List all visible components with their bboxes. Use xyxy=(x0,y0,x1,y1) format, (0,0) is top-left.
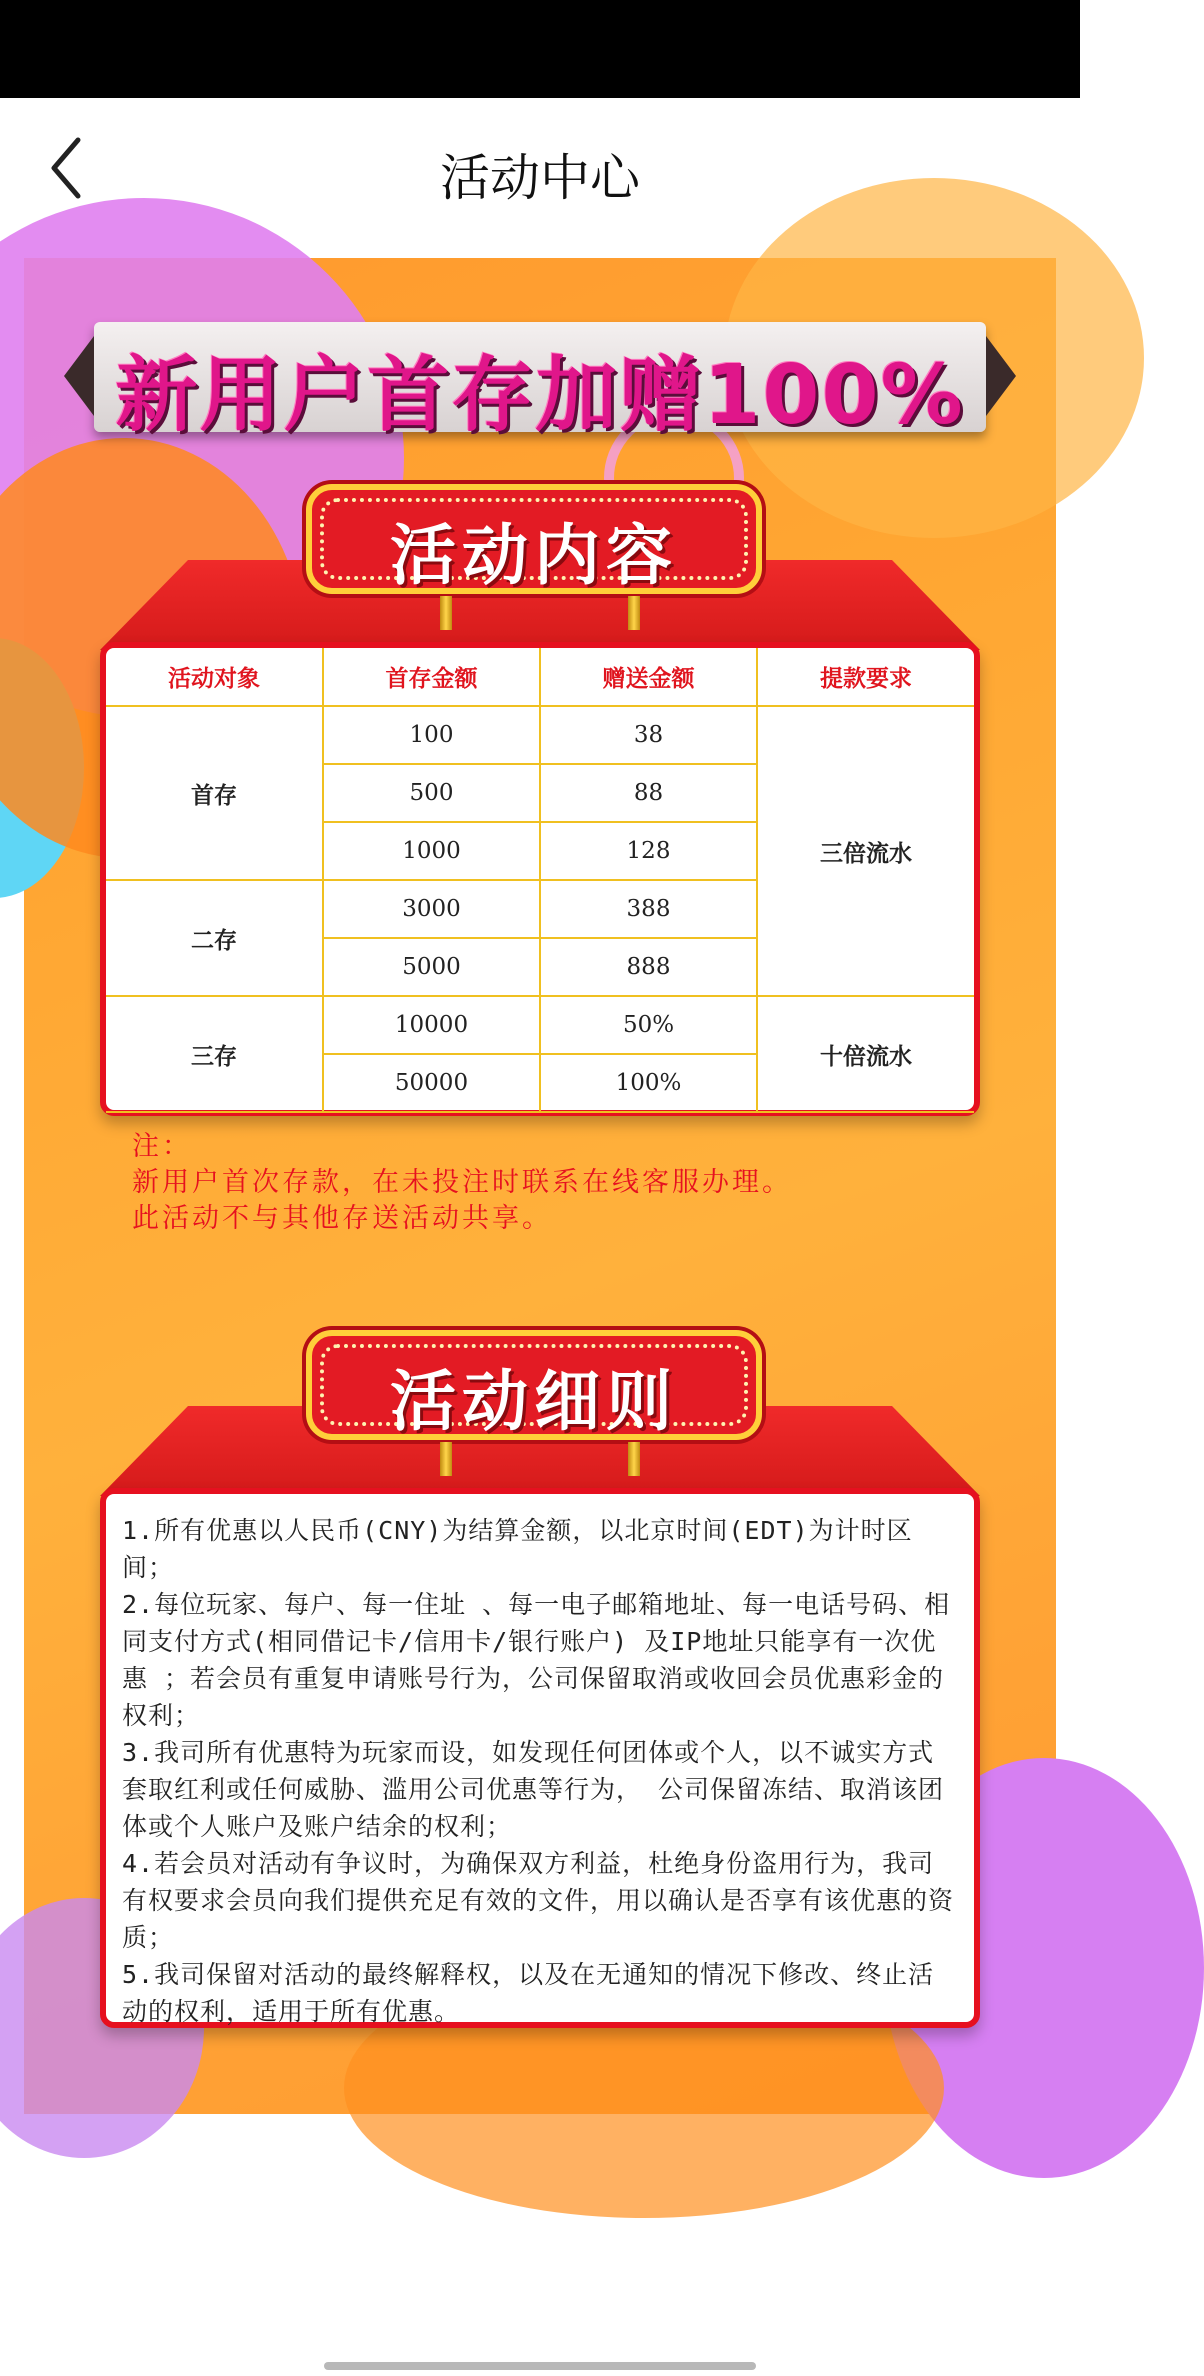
table-header: 活动对象 xyxy=(106,648,323,706)
home-indicator[interactable] xyxy=(324,2362,756,2370)
bonus-cell: 88 xyxy=(540,764,757,822)
deposit-cell: 1000 xyxy=(323,822,540,880)
table-header: 赠送金额 xyxy=(540,648,757,706)
rule-item: 5.我司保留对活动的最终解释权，以及在无通知的情况下修改、终止活动的权利，适用于所有优惠。 xyxy=(122,1960,935,2026)
bonus-cell: 100% xyxy=(540,1054,757,1112)
section-title-sign xyxy=(306,1330,762,1440)
bonus-cell: 888 xyxy=(540,938,757,996)
promo-poster xyxy=(24,258,1056,2114)
sign-post xyxy=(440,1442,452,1476)
rules-text xyxy=(106,1494,974,2050)
table-header-row xyxy=(106,648,974,706)
table-row xyxy=(106,996,974,1054)
table-header: 首存金额 xyxy=(323,648,540,706)
table-header: 提款要求 xyxy=(757,648,974,706)
headline-text: 新用户首存加赠100% xyxy=(115,348,965,443)
rule-item: 2.每位玩家、每户、每一住址 、每一电子邮箱地址、每一电话号码、相同支付方式(相同借记卡/信用卡/银行账户) 及IP地址只能享有一次优惠 ；若会员有重复申请账号行为，公司保留取消或收回会员优惠彩金的权利； xyxy=(122,1590,951,1730)
section-title-sign xyxy=(306,484,762,594)
deposit-cell: 3000 xyxy=(323,880,540,938)
group-cell: 首存 xyxy=(106,706,323,880)
table-row xyxy=(106,706,974,764)
sign-post xyxy=(628,596,640,630)
bonus-cell: 388 xyxy=(540,880,757,938)
bonus-cell: 50% xyxy=(540,996,757,1054)
deposit-cell: 500 xyxy=(323,764,540,822)
bonus-cell: 128 xyxy=(540,822,757,880)
group-cell: 二存 xyxy=(106,880,323,996)
rule-item: 3.我司所有优惠特为玩家而设，如发现任何团体或个人，以不诚实方式套取红利或任何威胁、滥用公司优惠等行为， 公司保留冻结、取消该团体或个人账户及账户结余的权利； xyxy=(122,1738,945,1841)
deposit-cell: 10000 xyxy=(323,996,540,1054)
status-bar xyxy=(0,0,1080,98)
group-cell: 三存 xyxy=(106,996,323,1112)
rule-item: 4.若会员对活动有争议时，为确保双方利益，杜绝身份盗用行为，我司有权要求会员向我们提供充足有效的文件，用以确认是否享有该优惠的资质； xyxy=(122,1849,955,1952)
sign-post xyxy=(440,596,452,630)
sign-post xyxy=(628,1442,640,1476)
deposit-cell: 5000 xyxy=(323,938,540,996)
rule-item: 1.所有优惠以人民币(CNY)为结算金额，以北京时间(EDT)为计时区间； xyxy=(122,1516,913,1582)
deposit-cell: 50000 xyxy=(323,1054,540,1112)
section-title: 活动细则 xyxy=(390,1363,678,1440)
note-line: 此活动不与其他存送活动共享。 xyxy=(132,1203,552,1234)
bonus-cell: 38 xyxy=(540,706,757,764)
requirement-cell: 十倍流水 xyxy=(757,996,974,1112)
note-label: 注： xyxy=(132,1131,192,1162)
section-title: 活动内容 xyxy=(390,517,678,594)
headline-banner xyxy=(94,322,986,443)
page-title: 活动中心 xyxy=(440,149,640,207)
note-line: 新用户首次存款，在未投注时联系在线客服办理。 xyxy=(132,1167,792,1198)
reward-card xyxy=(100,642,980,1234)
note-block xyxy=(106,1113,974,1259)
deposit-cell: 100 xyxy=(323,706,540,764)
rules-card xyxy=(100,1488,980,2028)
requirement-cell: 三倍流水 xyxy=(757,706,974,996)
reward-table xyxy=(106,648,974,1113)
